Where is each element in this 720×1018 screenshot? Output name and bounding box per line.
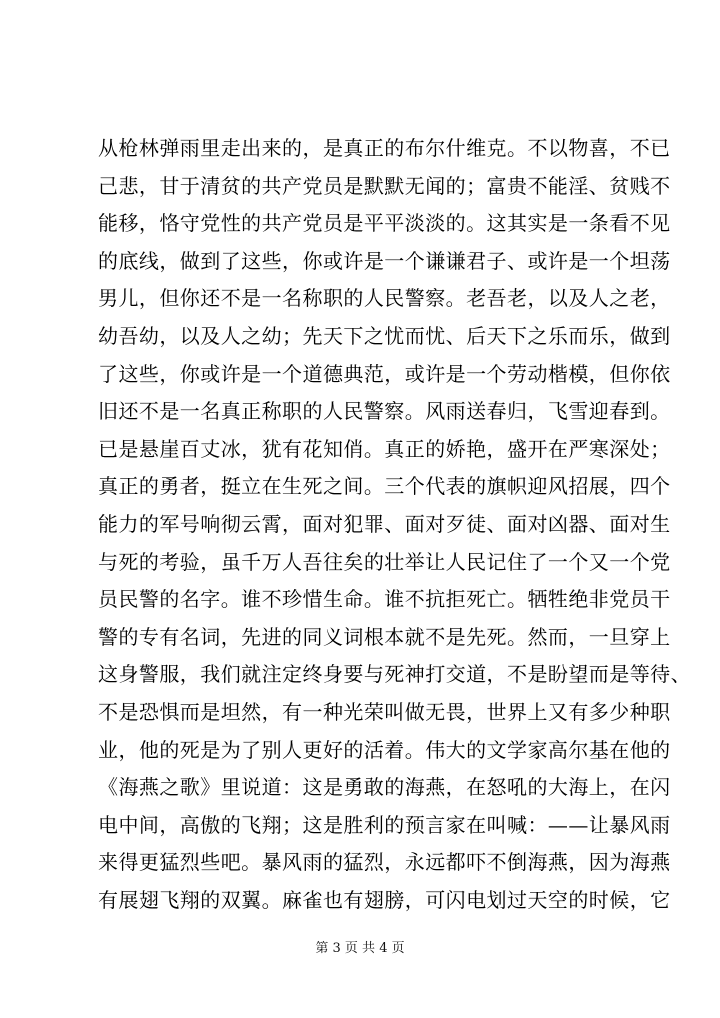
text-line: 已是悬崖百丈冰，犹有花知俏。真正的娇艳，盛开在严寒深处； [98,436,671,461]
text-line: 员民警的名字。谁不珍惜生命。谁不抗拒死亡。牺牲绝非党员干 [98,587,671,612]
text-line: 真正的勇者，挺立在生死之间。三个代表的旗帜迎风招展，四个 [98,474,671,499]
body-text [98,130,692,919]
text-line: 与死的考验，虽千万人吾往矣的壮举让人民记住了一个又一个党 [98,549,671,574]
text-line: 己悲，甘于清贫的共产党员是默默无闻的；富贵不能淫、贫贱不 [98,173,671,198]
text-line: 有展翅飞翔的双翼。麻雀也有翅膀，可闪电划过天空的时候，它 [98,887,671,912]
text-line: 能移，恪守党性的共产党员是平平淡淡的。这其实是一条看不见 [98,211,671,236]
text-line: 业，他的死是为了别人更好的活着。伟大的文学家高尔基在他的 [98,737,671,762]
text-line: 男儿，但你还不是一名称职的人民警察。老吾老，以及人之老， [98,286,671,311]
text-line: 幼吾幼，以及人之幼；先天下之忧而忧、后天下之乐而乐，做到 [98,323,671,348]
text-line: 从枪林弹雨里走出来的，是真正的布尔什维克。不以物喜，不已 [98,136,671,160]
text-line: 的底线，做到了这些，你或许是一个谦谦君子、或许是一个坦荡 [98,248,671,273]
text-line: 来得更猛烈些吧。暴风雨的猛烈，永远都吓不倒海燕，因为海燕 [98,850,671,875]
text-line: 这身警服，我们就注定终身要与死神打交道，不是盼望而是等待、 [98,662,692,687]
text-line: 了这些，你或许是一个道德典范，或许是一个劳动楷模，但你依 [98,361,671,386]
text-line: 能力的军号响彻云霄，面对犯罪、面对歹徒、面对凶器、面对生 [98,511,671,536]
page-footer: 第 3 页 共 4 页 [315,941,405,956]
text-line: 旧还不是一名真正称职的人民警察。风雨送春归，飞雪迎春到。 [98,399,671,424]
text-line: 警的专有名词，先进的同义词根本就不是先死。然而，一旦穿上 [98,624,671,649]
text-line: 电中间，高傲的飞翔；这是胜利的预言家在叫喊：——让暴风雨 [98,812,671,837]
text-line: 《海燕之歌》里说道：这是勇敢的海燕，在怒吼的大海上，在闪 [98,775,671,800]
text-line: 不是恐惧而是坦然，有一种光荣叫做无畏，世界上又有多少种职 [98,699,671,724]
